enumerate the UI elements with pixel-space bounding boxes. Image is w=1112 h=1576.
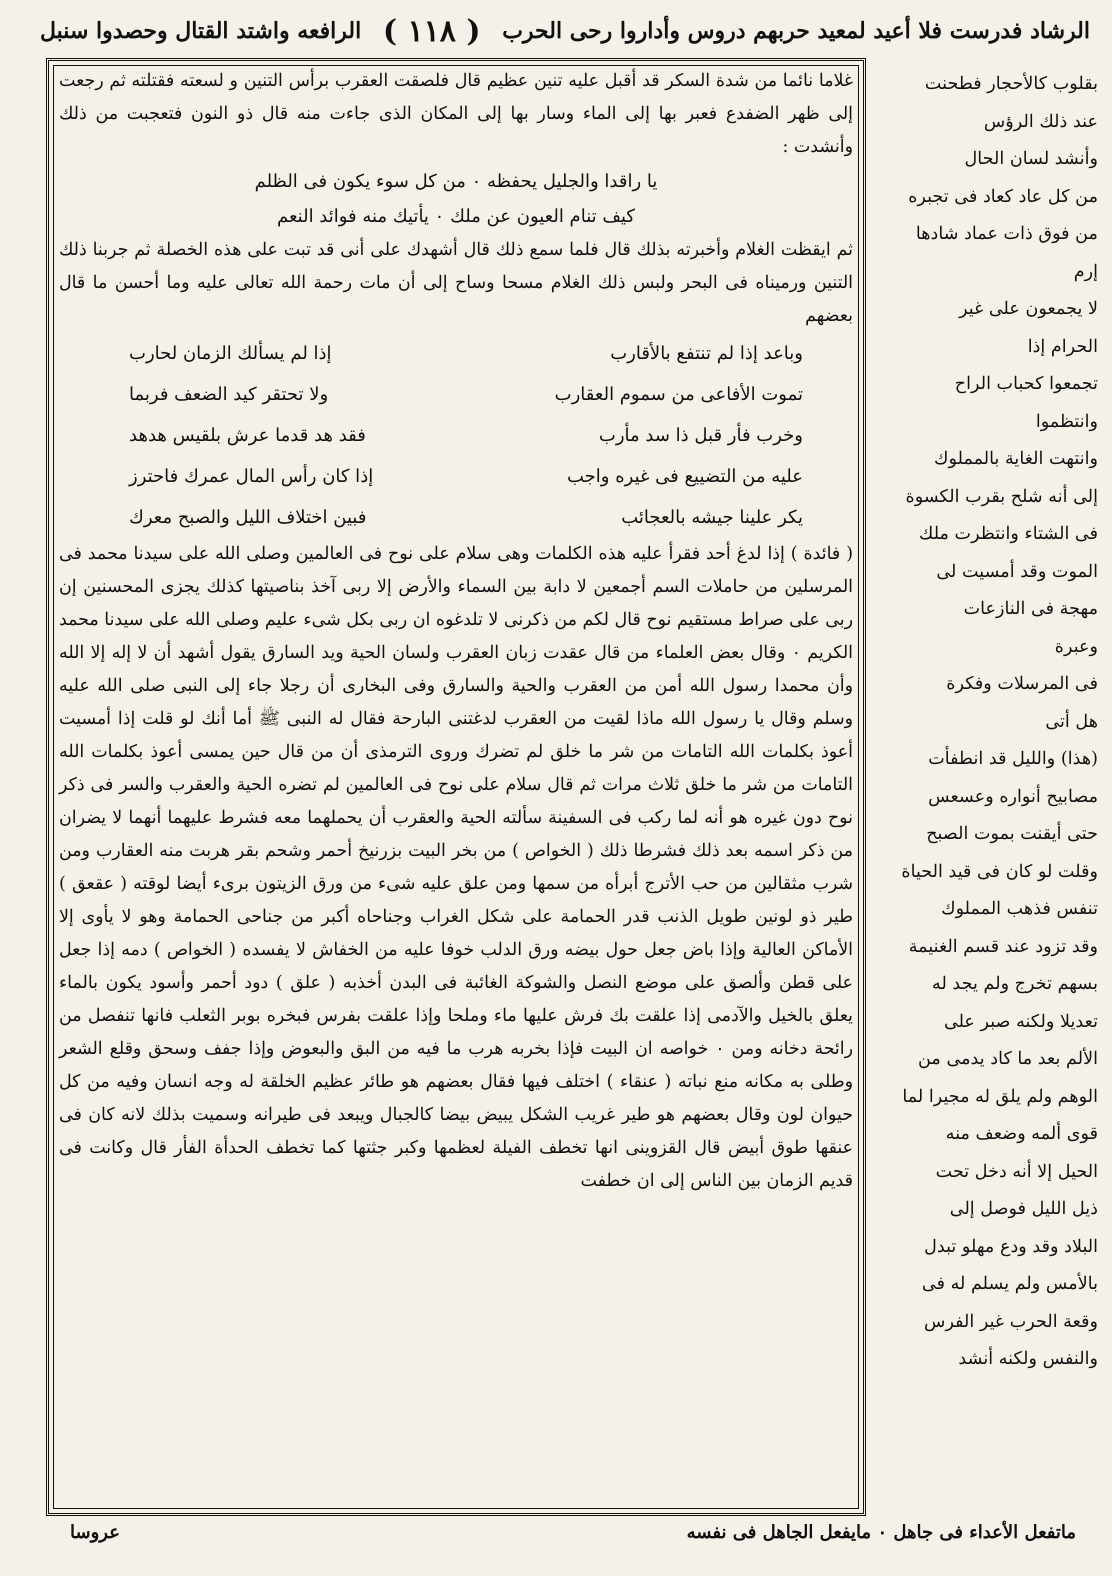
poem-hemistich: فقد هد قدما عرش بلقيس هدهد: [129, 425, 366, 446]
margin-line: وانتهت الغاية بالمملوك: [934, 449, 1098, 469]
poem-line-5: [59, 497, 853, 538]
margin-line: (هذا) والليل قد انطفأت: [928, 749, 1098, 769]
margin-line: من كل عاد كعاد فى تجبره: [908, 186, 1098, 207]
margin-line: الحيل إلا أنه دخل تحت: [935, 1161, 1098, 1182]
poem-hemistich: إذا كان رأس المال عمرك فاحترز: [129, 466, 374, 487]
margin-line: والنفس ولكنه أنشد: [958, 1349, 1098, 1369]
margin-line: تعديلا ولكنه صبر على: [943, 1011, 1098, 1032]
poem-line-4: [59, 456, 853, 497]
paragraph-3: ( فائدة ) إذا لدغ أحد فقرأ عليه هذه الكلمات وهى سلام على نوح فى العالمين وصلى الله على سيدنا محمد فى المرسلين من حاملات السم أجمعين لا دابة بين السماء والأرض إلا ربى آخذ بناصيتها كذلك يجزى المحسنين إن ربى على صراط مستقيم نوح قال لكم من ذكرنى لا تلدغوه ان ربى بكل شىء عليم وصلى الله على سيدنا محمد الكريم ۰ وقال بعض العلماء من قال عقدت زبان العقرب ولسان الحية ويد السارق يقول أشهد أن لا إله إلا الله وأن محمدا رسول الله أمن من العقرب والحية والسارق وفى البخارى أن رجلا جاء إلى النبى صلى الله عليه وسلم وقال يا رسول الله ماذا لقيت من العقرب لدغتنى البارحة فقال له النبى ﷺ أما أنك لو قلت إذا أمسيت أعوذ بكلمات الله التامات من شر ما خلق لم تضرك وروى الترمذى أن من قال حين يمسى أعوذ بكلمات الله التامات من شر ما خلق ثلاث مرات ثم قال سلام على نوح فى العالمين لم تضره الحية والعقرب والسر فى ذكر نوح دون غيره هو أنه لما ركب فى السفينة سألته الحية والعقرب أن يحملهما معه فشرط عليهما أنهما لا يضران من ذكر اسمه بعد ذلك فشرطا ذلك ( الخواص ) من بخر البيت بزرنيخ أحمر وشحم بقر هربت منه العقارب ومن شرب مثقالين من حب الأترج أبرأه من سمها ومن علق عليه شىء من ورق الزيتون برىء أيضا لوقته ( عقعق ) طير ذو لونين طويل الذنب قدر الحمامة على شكل الغراب وجناحاه أكبر من جناحى الحمامة وهو لا يأوى إلا الأماكن العالية وإذا باض جعل حول بيضه ورق الدلب خوفا عليه من الخفاش لا يفسده ( الخواص ) دمه إذا جعل على قطن وألصق على موضع النصل والشوكة الغائبة فى البدن أخذبه ( علق ) دود أحمر وأسود يكون بالماء يعلق بالخيل والآدمى إذا علقت بك فرش عليها ماء وملحا وإذا علقت بفرس فبخره بوبر الثعلب فانها تنفصل من رائحة دخانه ومن ۰ خواصه ان البيت فإذا بخربه هرب ما فيه من البق والبعوض وإذا جفف وسحق وقلع الشعر وطلى به مكانه منع نباته ( عنقاء ) اختلف فيها فقال بعضهم هو طائر عظيم الخلقة له وجه انسان وفيه من كل حيوان لون وقال بعضهم هو طير غريب الشكل يبيض بيضا كالجبال ويبعد فى طيرانه وسميت بذلك لانه كان فى عنقها طوق أبيض قال القزوينى انها تخطف الفيلة لعظمها وكبر جثتها كما تخطف الحدأة الفأر قال وكانت فى قديم الزمان بين الناس إلى ان خطفت: [59, 544, 853, 1191]
paragraph-2: ثم ايقظت الغلام وأخبرته بذلك قال فلما سمع ذلك قال أشهدك على أنى قد تبت على هذه الخصلة ثم جربنا ذلك التنين ورميناه فى البحر ولبس ذلك الغلام مسحا وساح إلى أن مات رحمة الله تعالى عليه وما أحسن ما قال بعضهم: [59, 240, 853, 326]
margin-line: وأنشد لسان الحال: [964, 149, 1098, 169]
margin-line: قوى ألمه وضعف منه: [945, 1124, 1098, 1144]
poem-line-2: [59, 374, 853, 415]
margin-line: مهجة فى النازعات: [963, 599, 1098, 619]
margin-line: عند ذلك الرؤس: [983, 111, 1098, 132]
verse-1-line-b: كيف تنام العيون عن ملك ۰ يأتيك منه فوائد النعم: [277, 206, 635, 227]
header-left-text: الرشاد فدرست فلا أعيد لمعيد حربهم دروس وأداروا رحى الحرب: [502, 18, 1090, 44]
margin-line: الألم بعد ما كاد يدمى من: [918, 1049, 1098, 1069]
running-header: [40, 10, 1090, 52]
margin-line: لا يجمعون على غير: [959, 299, 1098, 319]
poem-hemistich: إذا لم يسألك الزمان لحارب: [129, 343, 332, 364]
margin-line: وعبرة: [1054, 636, 1098, 657]
poem-hemistich: فبين اختلاف الليل والصبح معرك: [129, 507, 367, 528]
poem-hemistich: يكر علينا جيشه بالعجائب: [621, 507, 803, 528]
paragraph-1: غلاما نائما من شدة السكر قد أقبل عليه تنين عظيم قال فلصقت العقرب برأس التنين و لسعته فقتلته ثم رجعت إلى ظهر الضفدع فعبر بها إلى الماء وسار بها إلى المكان الذى جاءت منه قال ذو النون فتعجبت من ذلك وأنشدت :: [59, 71, 853, 157]
margin-line: وانتظموا: [1035, 411, 1098, 432]
header-right-text: الرافعه واشتد القتال وحصدوا سنبل: [40, 18, 362, 44]
margin-line: تنفس فذهب المملوك: [941, 899, 1098, 919]
margin-line: مصابيح أنواره وعسعس: [928, 786, 1098, 807]
margin-line: الموت وقد أمسيت لى: [936, 561, 1098, 582]
margin-line: البلاد وقد ودع مهلو تبدل: [924, 1236, 1098, 1257]
margin-line: حتى أيقنت بموت الصبح: [926, 824, 1098, 844]
poem: [59, 333, 853, 538]
page-number: ( ١١٨ ): [382, 13, 481, 49]
margin-line: وقد تزود عند قسم الغنيمة: [908, 936, 1098, 957]
margin-line: تجمعوا كحباب الراح: [954, 374, 1098, 394]
verse-1: [59, 164, 853, 234]
margin-line: إلى أنه شلح بقرب الكسوة: [905, 486, 1098, 507]
poem-hemistich: عليه من التضييع فى غيره واجب: [566, 466, 803, 487]
margin-line: ذيل الليل فوصل إلى: [949, 1199, 1098, 1219]
poem-hemistich: ولا تحتقر كيد الضعف فربما: [129, 384, 329, 405]
margin-text: [876, 66, 1098, 1506]
margin-line: إرم: [1073, 261, 1098, 282]
poem-hemistich: تموت الأفاعى من سموم العقارب: [554, 384, 803, 405]
footer-verse: ماتفعل الأعداء فى جاهل ۰ مايفعل الجاهل فى نفسه: [686, 1522, 1076, 1543]
poem-hemistich: وباعد إذا لم تنتفع بالأقارب: [610, 343, 803, 364]
margin-line: بسهم تخرج ولم يجد له: [932, 974, 1098, 994]
catchword: عروسا: [70, 1522, 120, 1543]
margin-line: فى المرسلات وفكرة: [946, 674, 1098, 694]
margin-line: وقعة الحرب غير الفرس: [923, 1311, 1098, 1332]
poem-line-1: [59, 333, 853, 374]
margin-line: بالأمس ولم يسلم له فى: [921, 1274, 1098, 1294]
margin-line: وقلت لو كان فى قيد الحياة: [901, 861, 1098, 882]
main-text-frame: [46, 58, 866, 1516]
margin-line: فى الشتاء وانتظرت ملك: [918, 524, 1098, 544]
poem-line-3: [59, 415, 853, 456]
main-text: [59, 65, 853, 1198]
margin-line: الحرام إذا: [1027, 336, 1098, 357]
poem-hemistich: وخرب فأر قبل ذا سد مأرب: [598, 425, 803, 446]
margin-line: هل أتى: [1045, 711, 1098, 732]
margin-line: الوهم ولم يلق له مجيرا لما: [902, 1086, 1098, 1107]
margin-line: من فوق ذات عماد شادها: [915, 224, 1098, 244]
verse-1-line-a: يا راقدا والجليل يحفظه ۰ من كل سوء يكون فى الظلم: [254, 171, 658, 192]
margin-line: بقلوب كالأحجار فطحنت: [924, 74, 1098, 94]
